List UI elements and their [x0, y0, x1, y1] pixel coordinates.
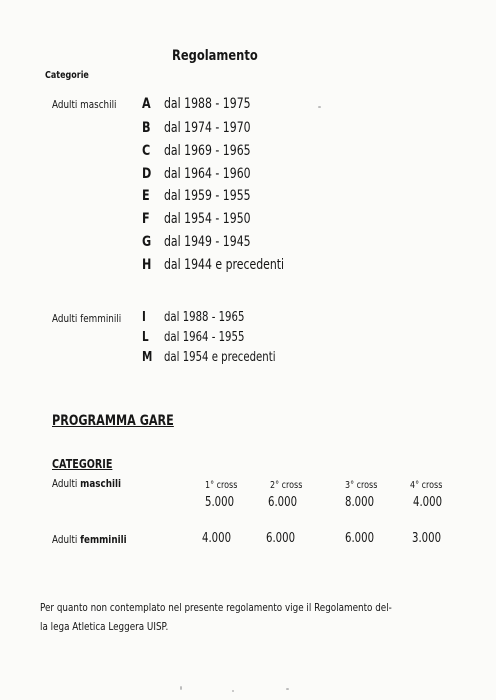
male-row-label: Adulti maschili [52, 477, 122, 490]
category-range: dal 1964 - 1960 [164, 166, 251, 182]
category-range: dal 1988 - 1965 [164, 310, 245, 325]
table-cell: 6.000 [345, 531, 375, 546]
category-row [142, 330, 342, 348]
category-range: dal 1959 - 1955 [164, 188, 251, 204]
programma-title: PROGRAMMA GARE [52, 413, 174, 429]
category-letter: G [142, 234, 152, 250]
category-range: dal 1974 - 1970 [164, 120, 251, 136]
category-row [142, 120, 342, 138]
category-row [142, 188, 342, 206]
footer-line: la lega Atletica Leggera UISP. [40, 620, 169, 633]
category-letter: M [142, 350, 153, 365]
scan-speck [180, 686, 182, 690]
scan-speck [232, 690, 234, 692]
category-letter: C [142, 143, 151, 159]
category-row [142, 257, 362, 275]
male-group-label: Adulti maschili [52, 98, 117, 111]
female-row-label-bold: femminili [80, 533, 127, 546]
page-title: Regolamento [172, 48, 258, 64]
category-row [142, 350, 342, 368]
category-row [142, 143, 342, 161]
table-cell: 4.000 [202, 531, 232, 546]
category-letter: A [142, 96, 151, 112]
category-letter: E [142, 188, 150, 204]
scan-speck [318, 106, 321, 108]
column-header: 3° cross [345, 480, 378, 491]
category-letter: D [142, 166, 152, 182]
category-letter: I [142, 310, 146, 325]
categorie-label: Categorie [45, 70, 89, 81]
table-cell: 3.000 [412, 531, 442, 546]
programma-categorie-title: CATEGORIE [52, 457, 113, 471]
category-row [142, 211, 342, 229]
footer-note [40, 598, 392, 636]
table-cell: 8.000 [345, 495, 375, 510]
table-cell: 4.000 [413, 495, 443, 510]
category-row [142, 310, 342, 328]
male-row-label-bold: maschili [80, 477, 122, 490]
category-letter: F [142, 211, 150, 227]
category-range: dal 1964 - 1955 [164, 330, 245, 345]
category-row [142, 166, 342, 184]
category-row [142, 96, 342, 114]
table-cell: 6.000 [266, 531, 296, 546]
category-letter: L [142, 330, 149, 345]
column-header: 1° cross [205, 480, 238, 491]
column-header: 4° cross [410, 480, 443, 491]
category-range: dal 1944 e precedenti [164, 257, 285, 273]
category-range: dal 1954 e precedenti [164, 350, 276, 365]
category-range: dal 1969 - 1965 [164, 143, 251, 159]
category-letter: B [142, 120, 151, 136]
scan-speck [286, 688, 289, 690]
category-range: dal 1954 - 1950 [164, 211, 251, 227]
table-cell: 6.000 [268, 495, 298, 510]
category-range: dal 1988 - 1975 [164, 96, 251, 112]
table-cell: 5.000 [205, 495, 235, 510]
female-group-label: Adulti femminili [52, 312, 122, 325]
category-letter: H [142, 257, 152, 273]
category-row [142, 234, 342, 252]
column-header: 2° cross [270, 480, 303, 491]
category-range: dal 1949 - 1945 [164, 234, 251, 250]
footer-line: Per quanto non contemplato nel presente regolamento vige il Regolamento del- [40, 601, 392, 614]
female-row-label: Adulti femminili [52, 533, 127, 546]
